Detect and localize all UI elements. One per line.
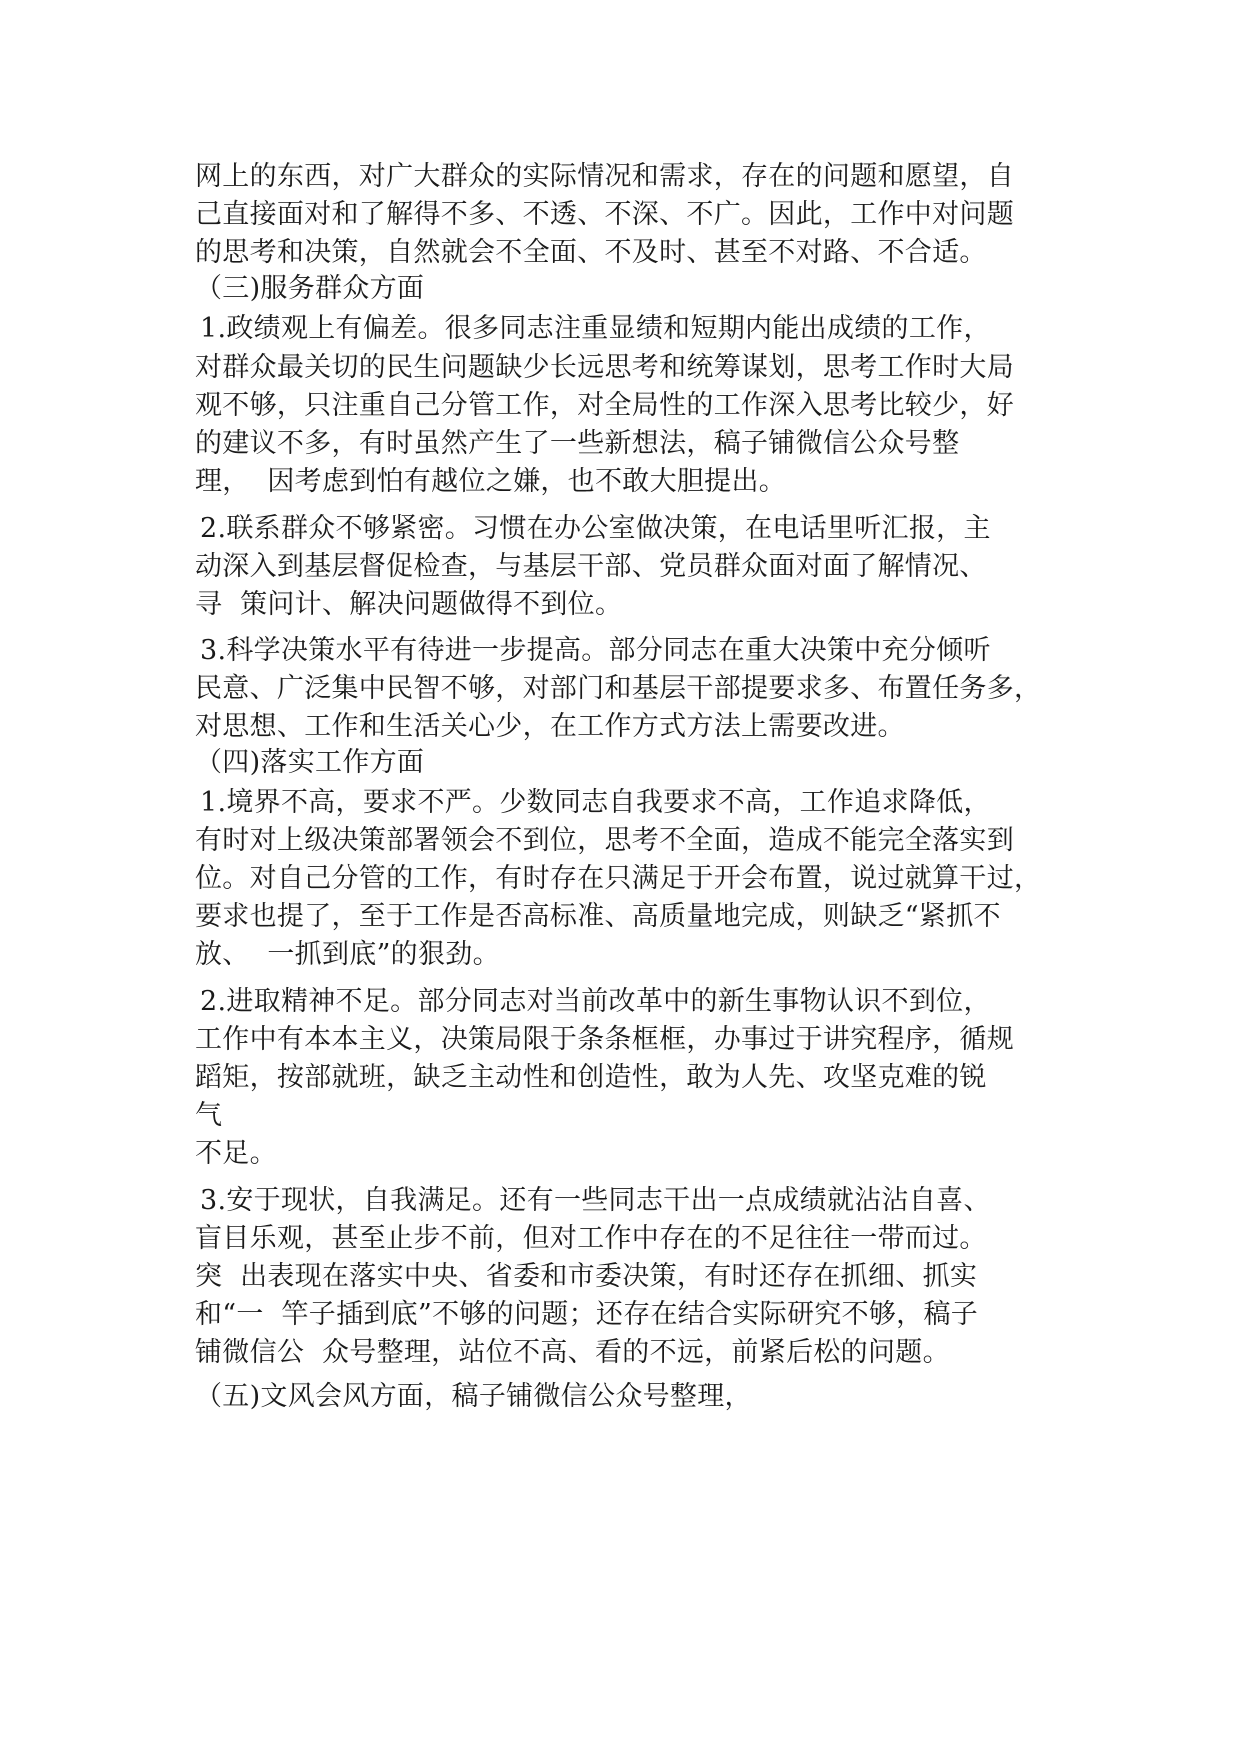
body-text-line: 的建议不多，有时虽然产生了一些新想法，稿子铺微信公众号整: [195, 428, 960, 459]
body-text-line: 要求也提了，至于工作是否高标准、高质量地完成，则缺乏“紧抓不: [195, 901, 1001, 932]
body-text-line: 对群众最关切的民生问题缺少长远思考和统筹谋划，思考工作时大局: [195, 352, 1014, 383]
body-text-line: 理， 因考虑到怕有越位之嫌，也不敢大胆提出。: [195, 466, 787, 497]
body-text-line: 的思考和决策，自然就会不全面、不及时、甚至不对路、不合适。: [195, 237, 987, 268]
section-heading: （三)服务群众方面: [195, 273, 425, 304]
body-text-line: 蹈矩，按部就班，缺乏主动性和创造性，敢为人先、攻坚克难的锐: [195, 1062, 987, 1093]
body-text-line: 气: [195, 1100, 223, 1131]
body-text-line: 放、 一抓到底”的狠劲。: [195, 939, 500, 970]
body-text-line: 寻 策问计、解决问题做得不到位。: [195, 589, 623, 620]
body-text-line: 3.科学决策水平有待进一步提高。部分同志在重大决策中充分倾听: [200, 635, 991, 666]
body-text-line: 网上的东西，对广大群众的实际情况和需求，存在的问题和愿望，自: [195, 161, 1014, 192]
body-text-line: 工作中有本本主义，决策局限于条条框框，办事过于讲究程序，循规: [195, 1024, 1014, 1055]
body-text-line: 对思想、工作和生活关心少，在工作方式方法上需要改进。: [195, 711, 905, 742]
body-text-line: 不足。: [195, 1138, 277, 1169]
body-text-line: 动深入到基层督促检查，与基层干部、党员群众面对面了解情况、: [195, 551, 987, 582]
body-text-line: 己直接面对和了解得不多、不透、不深、不广。因此，工作中对问题: [195, 199, 1014, 230]
body-text-line: 3.安于现状，自我满足。还有一些同志干出一点成绩就沾沾自喜、: [200, 1185, 991, 1216]
body-text-line: 有时对上级决策部署领会不到位，思考不全面，造成不能完全落实到: [195, 825, 1014, 856]
body-text-line: 观不够，只注重自己分管工作，对全局性的工作深入思考比较少，好: [195, 390, 1014, 421]
body-text-line: 位。对自己分管的工作，有时存在只满足于开会布置，说过就算干过，: [195, 863, 1042, 894]
body-text-line: 铺微信公 众号整理，站位不高、看的不远，前紧后松的问题。: [195, 1337, 950, 1368]
body-text-line: 1.境界不高，要求不严。少数同志自我要求不高，工作追求降低，: [200, 787, 991, 818]
body-text-line: 和“一 竿子插到底”不够的问题；还存在结合实际研究不够，稿子: [195, 1299, 979, 1330]
body-text-line: 2.联系群众不够紧密。习惯在办公室做决策，在电话里听汇报，主: [200, 513, 991, 544]
body-text-line: 1.政绩观上有偏差。很多同志注重显绩和短期内能出成绩的工作，: [200, 313, 991, 344]
body-text-line: 突 出表现在落实中央、省委和市委决策，有时还存在抓细、抓实: [195, 1261, 978, 1292]
body-text-line: 2.进取精神不足。部分同志对当前改革中的新生事物认识不到位，: [200, 986, 991, 1017]
body-text-line: 民意、广泛集中民智不够，对部门和基层干部提要求多、布置任务多，: [195, 673, 1042, 704]
section-heading: （四)落实工作方面: [195, 747, 425, 778]
section-heading: （五)文风会风方面，稿子铺微信公众号整理，: [195, 1381, 752, 1412]
body-text-line: 盲目乐观，甚至止步不前，但对工作中存在的不足往往一带而过。: [195, 1223, 987, 1254]
